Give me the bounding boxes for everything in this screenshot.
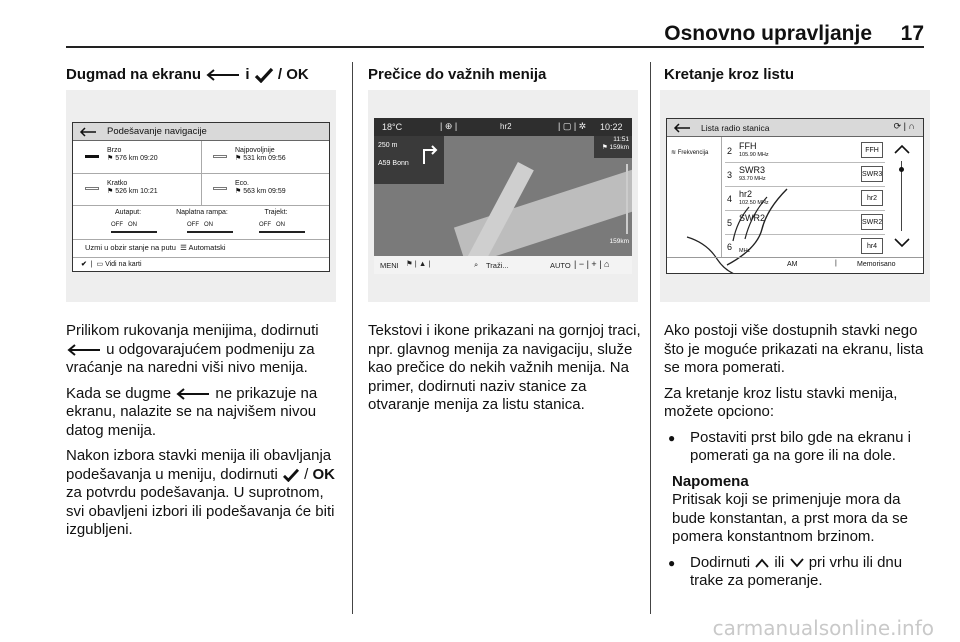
option-toll-toggle[interactable]: OFF ON <box>187 222 214 228</box>
band-am-button[interactable]: AM <box>787 261 798 268</box>
column-screen-buttons <box>66 64 338 88</box>
column-title: Dugmad na ekranu i / OK <box>66 66 309 83</box>
back-arrow-icon <box>66 344 102 356</box>
list-item: ● Dodirnuti ili pri vrhu ili dnu trake za pomeranje. <box>664 554 926 591</box>
screen-title: Podešavanje navigacije <box>107 126 207 137</box>
remaining-distance: 159km <box>609 238 629 245</box>
route-option-fast[interactable]: Brzo ⚑ 576 km 09:20 <box>107 147 158 162</box>
eta-box: 11:51 ⚑ 159km <box>594 136 632 158</box>
clock: 10:22 <box>600 122 623 132</box>
figure-navigation-map <box>368 90 638 302</box>
station-shortcut[interactable]: hr2 <box>500 122 512 131</box>
back-arrow-icon <box>205 69 241 81</box>
column-title: Kretanje kroz listu <box>664 66 795 83</box>
route-option-eco[interactable]: Eco. ⚑ 563 km 09:59 <box>235 180 286 195</box>
back-arrow-icon <box>175 388 211 400</box>
radio-station-list-screen <box>666 118 924 274</box>
temperature: 18°C <box>382 122 403 132</box>
scroll-down-icon[interactable] <box>893 237 911 249</box>
route-indicator <box>85 187 99 190</box>
list-bottom-bar: AM | Memorisano <box>667 257 923 273</box>
traffic-setting[interactable]: Uzmi u obzir stanje na putu ☰ Automatski <box>85 243 226 252</box>
checkmark-icon[interactable]: ✔ <box>81 261 87 268</box>
checkmark-icon <box>254 67 274 83</box>
map-bottom-bar <box>374 256 632 274</box>
map-icon: ▭ <box>96 261 104 268</box>
option-toll-label: Naplatna rampa: <box>176 209 228 216</box>
route-indicator <box>213 187 227 190</box>
section-title: Osnovno upravljanje <box>664 22 872 45</box>
paragraph: Kada se dugme ne prikazuje na ekranu, nalazite se na najvišem nivou datog menija. <box>66 384 318 439</box>
column-list-scrolling <box>664 64 936 88</box>
option-ferry-label: Trajekt: <box>264 209 288 216</box>
figure-radio-list <box>660 90 930 302</box>
column-shortcuts <box>368 64 640 88</box>
bottom-bar: ✔ | ▭ Vidi na karti <box>81 261 142 268</box>
screen-title: Lista radio stanica <box>701 123 770 133</box>
chevron-down-icon <box>789 558 805 568</box>
map-view-button[interactable]: Vidi na karti <box>105 261 142 268</box>
phone-icon[interactable]: | ▢ | ✲ <box>558 121 587 131</box>
page-header <box>66 18 924 48</box>
menu-button[interactable]: MENI <box>380 261 399 270</box>
paragraph: Nakon izbora stavki menija ili obavljanja podešavanja u meniju, dodirnuti / OK za potvrdu podešavanja. U suprotnom, svi obavljeni izbori ili podešavanja će biti izgubljeni. <box>66 447 335 538</box>
list-item: ● Postaviti prst bilo gde na ekranu i pomerati ga na gore ili na dole. <box>664 429 926 466</box>
turn-right-icon <box>420 142 440 164</box>
back-arrow-icon[interactable] <box>79 127 97 137</box>
globe-icon[interactable]: | ⊕ | <box>440 121 458 131</box>
column2-body <box>368 322 646 422</box>
route-option-economical[interactable]: Najpovoljnije ⚑ 531 km 09:56 <box>235 147 286 162</box>
memorized-button[interactable]: Memorisano <box>857 261 896 268</box>
list-item[interactable]: 5 SWR2 SWR2 <box>725 211 885 235</box>
maneuver-box: 250 m A59 Bonn <box>374 136 444 184</box>
list-item[interactable]: 4 hr2 102.50 MHz hr2 <box>725 187 885 211</box>
list-item[interactable]: 6 MHz hr4 <box>725 235 885 259</box>
option-ferry-toggle[interactable]: OFF ON <box>259 222 286 228</box>
column1-body <box>66 322 340 547</box>
navigation-map-screen <box>374 118 632 274</box>
paragraph: Tekstovi i ikone prikazani na gornjoj traci, npr. glavnog menija za navigaciju, služe kao prečice do nekih važnih menija. Na primer, dodirnuti naziv stanice za otvaranje menija za listu stanica. <box>368 322 641 413</box>
note-heading: Napomena <box>672 472 749 490</box>
paragraph: Za kretanje kroz listu stavki menija, možete opciono: <box>664 384 898 420</box>
route-selected-indicator <box>85 155 99 158</box>
option-motorway-toggle[interactable]: OFF ON <box>111 222 138 228</box>
route-indicator <box>213 155 227 158</box>
screen-title-bar <box>73 123 329 141</box>
route-option-short[interactable]: Kratko ⚑ 526 km 10:21 <box>107 180 158 195</box>
watermark: carmanualsonline.info <box>712 616 934 640</box>
checkmark-icon <box>282 468 300 482</box>
destination-flag-icon[interactable]: ⚑ | ▲ | <box>406 259 431 268</box>
column3-body <box>664 322 926 598</box>
list-item[interactable]: 2 FFH 105.90 MHz FFH <box>725 139 885 163</box>
search-icon[interactable]: ⌕ <box>474 260 479 269</box>
page-number: 17 <box>900 22 924 45</box>
chevron-up-icon <box>754 558 770 568</box>
status-bar <box>374 118 632 136</box>
zoom-auto: AUTO <box>550 261 571 270</box>
back-arrow-icon[interactable] <box>673 123 691 133</box>
scroll-up-icon[interactable] <box>893 143 911 155</box>
column-divider <box>352 62 353 614</box>
update-icon[interactable]: ⟳ | ∩ <box>893 121 915 131</box>
column-title: Prečice do važnih menija <box>368 66 547 83</box>
note <box>664 473 926 547</box>
zoom-controls[interactable]: | − | + | ⌂ <box>574 259 610 269</box>
note-text: Pritisak koji se primenjuje mora da bude konstantan, a prst mora da se pomera konstantnom brzinom. <box>672 491 908 545</box>
column-divider <box>650 62 651 614</box>
paragraph: Ako postoji više dostupnih stavki nego što je moguće prikazati na ekranu, lista se mora pomerati. <box>664 322 924 376</box>
figure-navigation-settings <box>66 90 336 302</box>
list-item[interactable]: 3 SWR3 93.70 MHz SWR3 <box>725 163 885 187</box>
frequency-sort[interactable]: ≋ Frekvencija <box>671 150 709 156</box>
scrollbar-thumb[interactable] <box>899 167 904 172</box>
navigation-settings-screen <box>72 122 330 272</box>
search-button[interactable]: Traži... <box>486 261 509 270</box>
paragraph: Prilikom rukovanja menijima, dodirnuti u odgovarajućem podmeniju za vraćanje na naredni viši nivo menija. <box>66 322 319 376</box>
option-motorway-label: Autaput: <box>114 209 142 216</box>
screen-title-bar <box>667 119 923 137</box>
list-icon: ☰ <box>180 243 187 252</box>
